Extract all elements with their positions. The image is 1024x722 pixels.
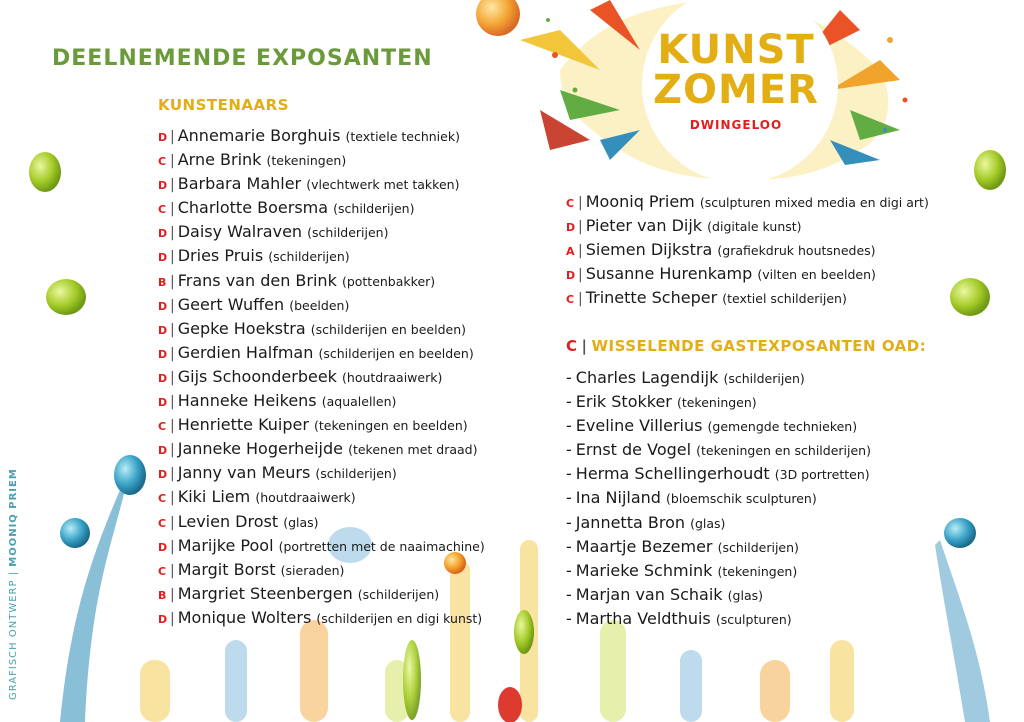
artist-name: Pieter van Dijk (585, 216, 703, 236)
list-item (566, 559, 871, 583)
artist-discipline: (tekenen met draad) (348, 442, 478, 458)
guest-name: Ina Nijland (575, 488, 661, 508)
artist-discipline: (schilderijen en digi kunst) (316, 610, 483, 626)
list-item (566, 366, 871, 390)
dash-bullet: - (566, 608, 572, 628)
category-code: D (158, 468, 168, 482)
separator: | (170, 442, 175, 459)
list-item (158, 124, 485, 148)
separator: | (578, 291, 583, 308)
artist-discipline: (schilderijen) (307, 225, 389, 241)
list-item (566, 486, 871, 510)
logo-line-2: ZOMER (653, 67, 819, 113)
artist-name: Geert Wuffen (177, 294, 285, 314)
gastexposanten-code: C (566, 337, 578, 355)
list-item (566, 190, 929, 214)
list-item (566, 286, 929, 310)
separator: | (578, 195, 583, 211)
gastexposanten-title: WISSELENDE GASTEXPOSANTEN OAD: (591, 337, 927, 355)
artist-name: Kiki Liem (177, 487, 251, 507)
category-code: D (566, 269, 576, 283)
artist-discipline: (portretten met de naaimachine) (278, 538, 485, 554)
dash-bullet: - (566, 368, 572, 387)
category-code: D (566, 221, 576, 235)
separator: | (170, 321, 175, 338)
dash-bullet: - (566, 440, 572, 460)
list-item (158, 196, 485, 220)
artist-name: Susanne Hurenkamp (585, 264, 753, 284)
category-code: B (158, 588, 167, 602)
artist-discipline: (schilderijen) (268, 249, 350, 265)
guest-name: Herma Schellingerhoudt (575, 464, 770, 484)
category-code: D (158, 299, 168, 313)
dash-bullet: - (566, 392, 572, 412)
list-item (566, 511, 871, 535)
list-item (566, 438, 871, 462)
artist-discipline: (vlechtwerk met takken) (306, 177, 460, 193)
category-code: D (158, 444, 168, 458)
list-item (158, 606, 485, 630)
category-code: D (158, 347, 168, 361)
list-item (566, 583, 871, 607)
artist-discipline: (tekeningen) (266, 153, 347, 169)
artist-name: Annemarie Borghuis (177, 126, 341, 145)
artist-discipline: (textiel schilderijen) (722, 291, 847, 307)
artist-name: Arne Brink (177, 150, 262, 170)
guest-discipline: (tekeningen) (717, 563, 798, 579)
separator: | (170, 538, 175, 555)
credit-label: GRAFISCH ONTWERP (8, 579, 19, 700)
artist-discipline: (grafiekdruk houtsnedes) (717, 243, 876, 259)
artist-name: Trinette Scheper (585, 288, 718, 308)
list-item (566, 607, 871, 631)
separator: | (170, 490, 175, 507)
artist-name: Gerdien Halfman (177, 342, 314, 362)
dash-bullet: - (566, 560, 572, 580)
guest-discipline: (schilderijen) (723, 371, 805, 386)
guest-discipline: (tekeningen) (676, 395, 757, 411)
list-item (158, 244, 485, 268)
gastexposanten-list (566, 366, 871, 631)
list-item (158, 510, 485, 534)
list-item (158, 172, 485, 196)
category-code: C (158, 420, 167, 434)
guest-name: Jannetta Bron (575, 512, 685, 532)
list-item (158, 317, 485, 341)
guest-discipline: (bloemschik sculpturen) (666, 491, 817, 507)
artist-discipline: (houtdraaiwerk) (255, 490, 356, 506)
artist-name: Marijke Pool (177, 535, 274, 555)
separator: | (170, 153, 175, 170)
separator: | (170, 466, 175, 483)
list-item (158, 485, 485, 509)
guest-name: Marjan van Schaik (575, 584, 723, 604)
artist-name: Frans van den Brink (177, 270, 337, 290)
list-item (158, 437, 485, 461)
artist-discipline: (textiele techniek) (345, 129, 460, 144)
list-item (158, 365, 485, 389)
category-code: C (158, 155, 167, 169)
artist-discipline: (schilderijen) (333, 201, 415, 217)
artist-discipline: (schilderijen) (357, 586, 440, 602)
list-item (158, 389, 485, 413)
artist-discipline: (sieraden) (280, 562, 345, 578)
category-code: D (158, 396, 168, 410)
list-item (566, 390, 871, 414)
artist-name: Siemen Dijkstra (585, 240, 713, 260)
kunstenaars-list-right (566, 190, 929, 310)
category-code: D (158, 131, 168, 144)
list-item (158, 461, 485, 485)
separator: | (170, 586, 175, 603)
design-credit: GRAFISCH ONTWERP | MOONIQ PRIEM (8, 468, 19, 700)
separator: | (170, 514, 175, 531)
list-item (158, 341, 485, 365)
artist-name: Charlotte Boersma (177, 198, 329, 218)
separator: | (170, 345, 175, 362)
list-item (158, 558, 485, 582)
list-item (566, 238, 929, 262)
gastexposanten-heading (566, 337, 926, 355)
logo-line-1: KUNST (657, 27, 815, 73)
artist-name: Daisy Walraven (177, 222, 303, 242)
separator: | (581, 337, 588, 355)
kunstzomer-logo (636, 27, 836, 132)
guest-name: Marieke Schmink (575, 560, 713, 580)
dash-bullet: - (566, 488, 572, 508)
category-code: C (566, 197, 575, 210)
category-code: B (158, 275, 167, 289)
list-item (158, 293, 485, 317)
dash-bullet: - (566, 512, 572, 532)
list-item (566, 414, 871, 438)
list-item (158, 220, 485, 244)
guest-discipline: (glas) (727, 587, 763, 603)
artist-discipline: (schilderijen en beelden) (318, 345, 474, 361)
category-code: D (158, 227, 168, 241)
guest-discipline: (3D portretten) (774, 467, 870, 483)
artist-discipline: (digitale kunst) (707, 219, 802, 235)
separator: | (170, 201, 175, 218)
dash-bullet: - (566, 584, 572, 604)
artist-name: Margriet Steenbergen (177, 583, 353, 603)
artist-discipline: (schilderijen en beelden) (310, 321, 466, 337)
guest-discipline: (sculpturen) (715, 611, 792, 627)
list-item (158, 413, 485, 437)
separator: | (170, 249, 175, 266)
artist-discipline: (houtdraaiwerk) (342, 369, 443, 385)
dash-bullet: - (566, 464, 572, 484)
list-item (158, 269, 485, 293)
kunstenaars-list-left (158, 124, 485, 630)
category-code: C (158, 516, 167, 530)
guest-discipline: (schilderijen) (717, 539, 799, 555)
category-code: C (158, 492, 167, 506)
category-code: D (158, 179, 168, 193)
separator: | (170, 610, 175, 627)
kunstenaars-heading: KUNSTENAARS (158, 96, 290, 114)
artist-discipline: (glas) (283, 514, 319, 530)
guest-discipline: (tekeningen en schilderijen) (696, 443, 871, 459)
artist-discipline: (vilten en beelden) (757, 267, 876, 283)
separator: | (578, 243, 583, 260)
artist-name: Monique Wolters (177, 607, 312, 627)
artist-name: Mooniq Priem (585, 192, 695, 211)
artist-name: Gepke Hoekstra (177, 318, 306, 338)
separator: | (170, 369, 175, 386)
category-code: C (158, 203, 167, 217)
category-code: D (158, 323, 168, 337)
guest-name: Maartje Bezemer (575, 536, 713, 556)
list-item (566, 262, 929, 286)
separator: | (578, 219, 583, 236)
list-item (158, 534, 485, 558)
guest-name: Erik Stokker (575, 392, 672, 412)
category-code: D (158, 540, 168, 554)
artist-name: Janny van Meurs (177, 463, 311, 483)
guest-name: Martha Veldthuis (575, 608, 711, 628)
list-item (158, 582, 485, 606)
artist-name: Dries Pruis (177, 246, 264, 266)
separator: | (578, 267, 583, 284)
guest-name: Eveline Villerius (575, 416, 703, 436)
list-item (158, 148, 485, 172)
artist-discipline: (aqualellen) (321, 394, 397, 410)
separator: | (170, 394, 175, 411)
separator: | (170, 129, 175, 145)
artist-discipline: (schilderijen) (315, 466, 397, 482)
page-title: DEELNEMENDE EXPOSANTEN (52, 46, 433, 71)
category-code: D (158, 251, 168, 265)
artist-name: Janneke Hogerheijde (177, 439, 343, 459)
artist-discipline: (tekeningen en beelden) (314, 418, 468, 434)
dash-bullet: - (566, 416, 572, 436)
guest-name: Ernst de Vogel (575, 440, 692, 460)
guest-discipline: (glas) (690, 515, 726, 531)
category-code: C (158, 564, 167, 578)
artist-name: Hanneke Heikens (177, 391, 317, 411)
artist-name: Levien Drost (177, 511, 279, 531)
separator: | (170, 273, 175, 290)
separator: | (170, 562, 175, 579)
guest-name: Charles Lagendijk (575, 368, 719, 387)
dash-bullet: - (566, 536, 572, 556)
artist-name: Henriette Kuiper (177, 415, 309, 435)
list-item (566, 535, 871, 559)
credit-name: MOONIQ PRIEM (8, 468, 19, 567)
separator: | (170, 225, 175, 242)
artist-discipline: (beelden) (289, 297, 350, 313)
list-item (566, 214, 929, 238)
list-item (566, 462, 871, 486)
artist-discipline: (pottenbakker) (341, 273, 436, 289)
separator: | (170, 297, 175, 314)
artist-discipline: (sculpturen mixed media en digi art) (699, 195, 929, 210)
category-code: D (158, 612, 168, 626)
category-code: D (158, 371, 168, 385)
artist-name: Gijs Schoonderbeek (177, 366, 337, 386)
artist-name: Barbara Mahler (177, 174, 302, 194)
separator: | (170, 418, 175, 435)
category-code: A (566, 245, 575, 259)
artist-name: Margit Borst (177, 559, 276, 579)
category-code: C (566, 293, 575, 307)
separator: | (170, 177, 175, 194)
guest-discipline: (gemengde technieken) (707, 419, 858, 435)
logo-subtitle: DWINGELOO (689, 118, 783, 132)
